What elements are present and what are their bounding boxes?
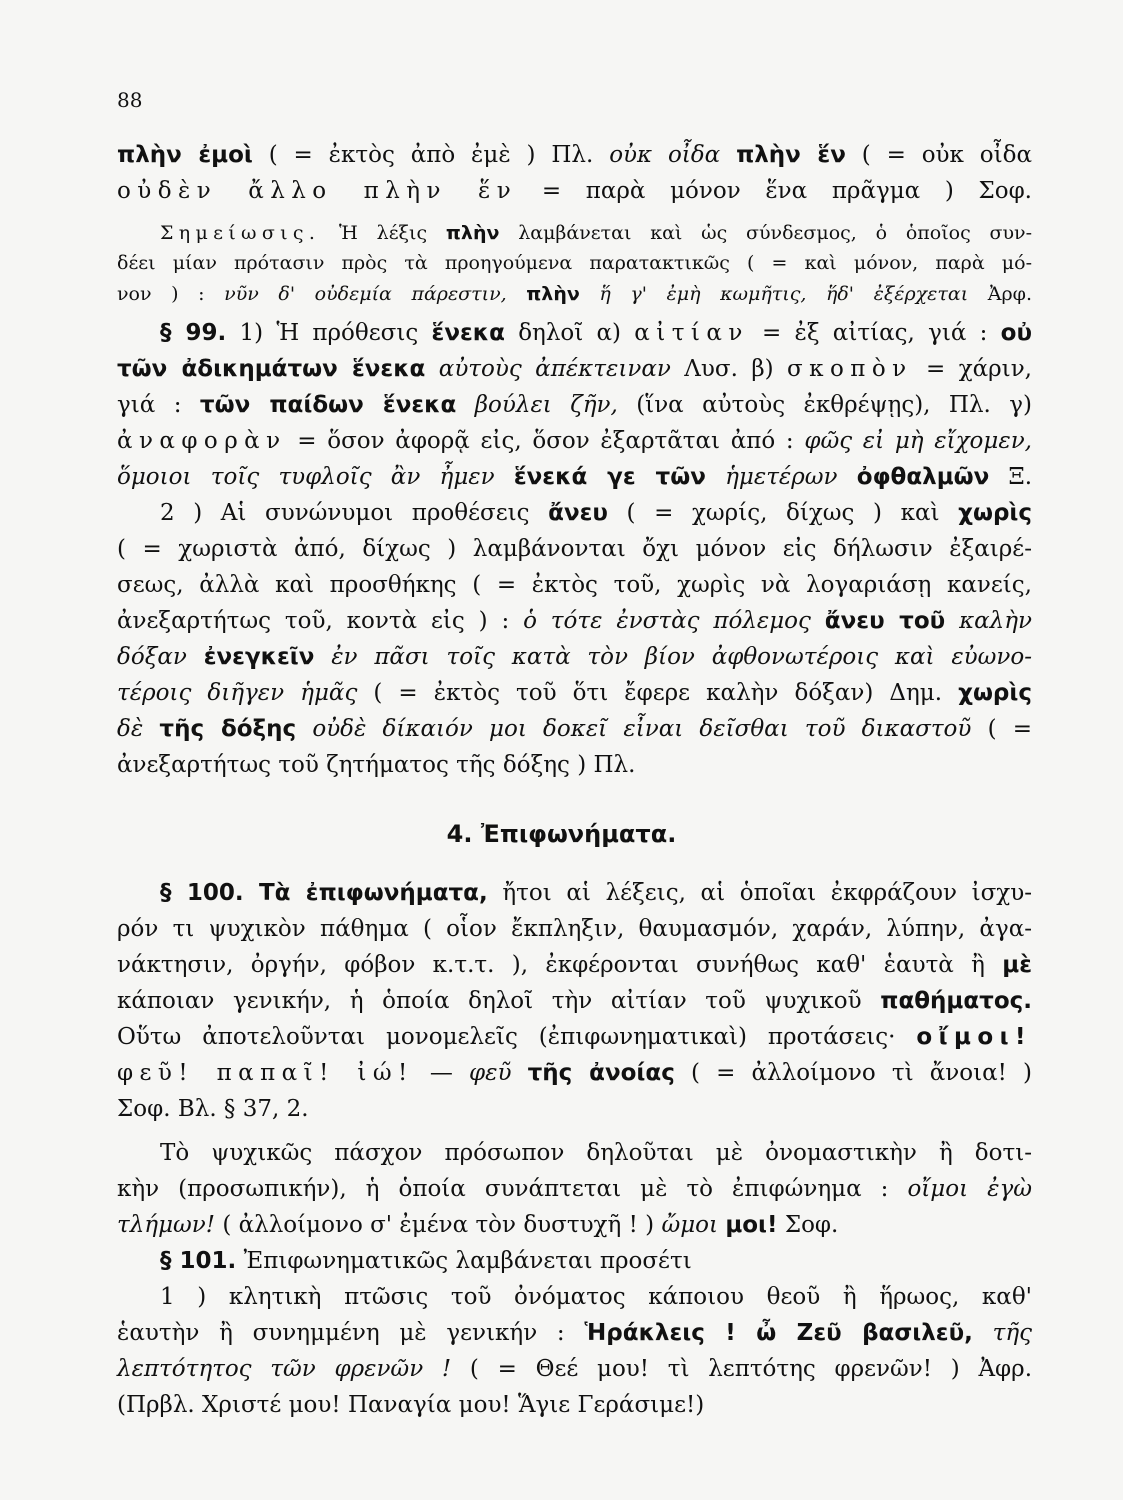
text-line: νάκτησιν, ὀργήν, φόβον κ.τ.τ. ), ἐκφέρονται συνήθως καθ' ἑαυτὰ ἢ μὲ <box>117 952 1032 978</box>
text-line: τλήμων! ( ἀλλοίμονο σ' ἐμένα τὸν δυστυχῆ ! ) ὤμοι μοι! Σοφ. <box>117 1212 839 1238</box>
text-line: § 100. Τὰ ἐπιφωνήματα, ἤτοι αἱ λέξεις, αἱ ὁποῖαι ἐκφράζουν ἰσχυ- <box>160 880 1032 906</box>
text-line: Σοφ. Βλ. § 37, 2. <box>117 1096 309 1122</box>
text-line: σεως, ἀλλὰ καὶ προσθήκης ( = ἐκτὸς τοῦ, χωρὶς νὰ λογαριάσῃ κανείς, <box>117 572 1032 598</box>
note-line: νον ) : νῦν δ' οὐδεμία πάρεστιν, πλὴν ἥ γ' ἐμὴ κωμῆτις, ἥδ' ἐξέρχεται Ἀρφ. <box>117 283 1032 305</box>
section-heading: 4. Ἐπιφωνήματα. <box>446 820 677 848</box>
text-line: λεπτότητος τῶν φρενῶν ! ( = Θεέ μου! τὶ λεπτότης φρενῶν! ) Ἀφρ. <box>117 1356 1032 1382</box>
text-line: § 99. 1) Ἡ πρόθεσις ἕνεκα δηλοῖ α) αἰτίαν = ἐξ αἰτίας, γιά : οὐ <box>160 320 1032 346</box>
text-line: ἑαυτὴν ἢ συνημμένη μὲ γενικήν : Ἡράκλεις ! ὦ Ζεῦ βασιλεῦ, τῆς <box>117 1320 1033 1346</box>
text-line: ἀνεξαρτήτως τοῦ ζητήματος τῆς δόξης ) Πλ. <box>117 752 636 778</box>
text-line: § 101. Ἐπιφωνηματικῶς λαμβάνεται προσέτι <box>160 1248 692 1274</box>
text-line: Τὸ ψυχικῶς πάσχον πρόσωπον δηλοῦται μὲ ὀνομαστικὴν ἢ δοτι- <box>160 1140 1032 1166</box>
text-line: ἀναφορὰν = ὅσον ἀφορᾷ εἰς, ὅσον ἐξαρτᾶται ἀπό : φῶς εἰ μὴ εἴχομεν, <box>117 428 1032 454</box>
text-line: οὐδὲν ἄλλο πλὴν ἕν = παρὰ μόνον ἕνα πρᾶγμα ) Σοφ. <box>117 178 1032 204</box>
text-line: 1 ) κλητικὴ πτῶσις τοῦ ὀνόματος κάποιου θεοῦ ἢ ἥρωος, καθ' <box>160 1284 1032 1310</box>
text-line: (Πρβλ. Χριστέ μου! Παναγία μου! Ἅγιε Γεράσιμε!) <box>117 1392 705 1418</box>
text-line: ἀνεξαρτήτως τοῦ, κοντὰ εἰς ) : ὁ τότε ἐνστὰς πόλεμος ἄνευ τοῦ καλὴν <box>117 608 1033 634</box>
text-line: 2 ) Αἱ συνώνυμοι προθέσεις ἄνευ ( = χωρίς, δίχως ) καὶ χωρὶς <box>160 500 1033 526</box>
text-line: δὲ τῆς δόξης οὐδὲ δίκαιόν μοι δοκεῖ εἶναι δεῖσθαι τοῦ δικαστοῦ ( = <box>117 716 1032 742</box>
text-line: τῶν ἀδικημάτων ἕνεκα αὐτοὺς ἀπέκτειναν Λυσ. β) σκοπὸν = χάριν, <box>117 356 1032 382</box>
text-line: Οὕτω ἀποτελοῦνται μονομελεῖς (ἐπιφωνηματικαὶ) προτάσεις· οἴμοι! <box>117 1024 1032 1050</box>
text-line: πλὴν ἐμοὶ ( = ἐκτὸς ἀπὸ ἐμὲ ) Πλ. οὐκ οἶδα πλὴν ἕν ( = οὐκ οἶδα <box>117 142 1033 168</box>
note-line: δέει μίαν πρότασιν πρὸς τὰ προηγούμενα παρατακτικῶς ( = καὶ μόνον, παρὰ μό- <box>117 252 1032 274</box>
text-line: ρόν τι ψυχικὸν πάθημα ( οἷον ἔκπληξιν, θαυμασμόν, χαράν, λύπην, ἀγα- <box>117 916 1032 942</box>
text-line: γιά : τῶν παίδων ἕνεκα βούλει ζῆν, (ἵνα αὐτοὺς ἐκθρέψῃς), Πλ. γ) <box>117 392 1033 418</box>
text-line: κάποιαν γενικήν, ἡ ὁποία δηλοῖ τὴν αἰτίαν τοῦ ψυχικοῦ παθήματος. <box>117 988 1032 1014</box>
text-line: φεῦ! παπαῖ! ἰώ! — φεῦ τῆς ἀνοίας ( = ἀλλοίμονο τὶ ἄνοια! ) <box>117 1060 1033 1086</box>
text-line: ( = χωριστὰ ἀπό, δίχως ) λαμβάνονται ὄχι μόνον εἰς δήλωσιν ἐξαιρέ- <box>117 536 1032 562</box>
text-line: δόξαν ἐνεγκεῖν ἐν πᾶσι τοῖς κατὰ τὸν βίον ἀφθονωτέροις καὶ εὐωνο- <box>117 644 1032 670</box>
text-line: κὴν (προσωπικήν), ἡ ὁποία συνάπτεται μὲ τὸ ἐπιφώνημα : οἴμοι ἐγὼ <box>117 1176 1032 1202</box>
note-line: Σημείωσις. Ἡ λέξις πλὴν λαμβάνεται καὶ ὡς σύνδεσμος, ὁ ὁποῖος συν- <box>160 222 1032 244</box>
page-number: 88 <box>117 88 143 112</box>
text-line: ὅμοιοι τοῖς τυφλοῖς ἂν ἦμεν ἕνεκά γε τῶν ἡμετέρων ὀφθαλμῶν Ξ. <box>117 464 1033 490</box>
text-line: τέροις διῆγεν ἡμᾶς ( = ἐκτὸς τοῦ ὅτι ἔφερε καλὴν δόξαν) Δημ. χωρὶς <box>117 680 1032 706</box>
